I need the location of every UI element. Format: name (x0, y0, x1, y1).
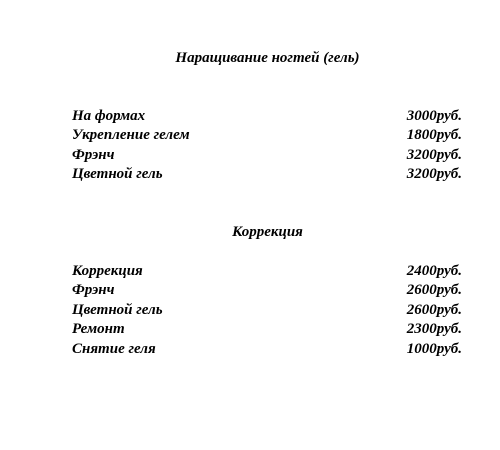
section-title-correction: Коррекция (232, 224, 303, 240)
service-price: 1800руб. (406, 127, 462, 144)
price-list-correction (72, 262, 462, 359)
service-name: Ремонт (72, 321, 125, 338)
service-name: Фрэнч (72, 282, 115, 299)
price-row (72, 320, 462, 339)
service-price: 3200руб. (406, 146, 462, 163)
price-row (72, 340, 462, 359)
service-price: 2300руб. (406, 321, 462, 338)
price-row (72, 107, 462, 126)
service-name: Цветной гель (72, 166, 163, 183)
price-row (72, 146, 462, 165)
section-title-extension: Наращивание ногтей (гель) (175, 50, 360, 66)
service-name: Укрепление гелем (72, 127, 190, 144)
service-price: 2600руб. (406, 301, 462, 318)
price-row (72, 126, 462, 145)
price-row (72, 281, 462, 300)
service-price: 3200руб. (406, 166, 462, 183)
service-name: На формах (72, 108, 146, 124)
price-row (72, 165, 462, 184)
service-price: 1000руб. (406, 340, 462, 357)
service-name: Коррекция (72, 263, 143, 279)
service-name: Фрэнч (72, 146, 115, 163)
price-row (72, 262, 462, 281)
service-price: 2600руб. (406, 282, 462, 299)
service-name: Снятие геля (72, 340, 156, 357)
service-price: 2400руб. (406, 263, 462, 279)
price-row (72, 301, 462, 320)
price-list-extension (72, 107, 462, 185)
service-name: Цветной гель (72, 301, 163, 318)
service-price: 3000руб. (406, 108, 462, 124)
